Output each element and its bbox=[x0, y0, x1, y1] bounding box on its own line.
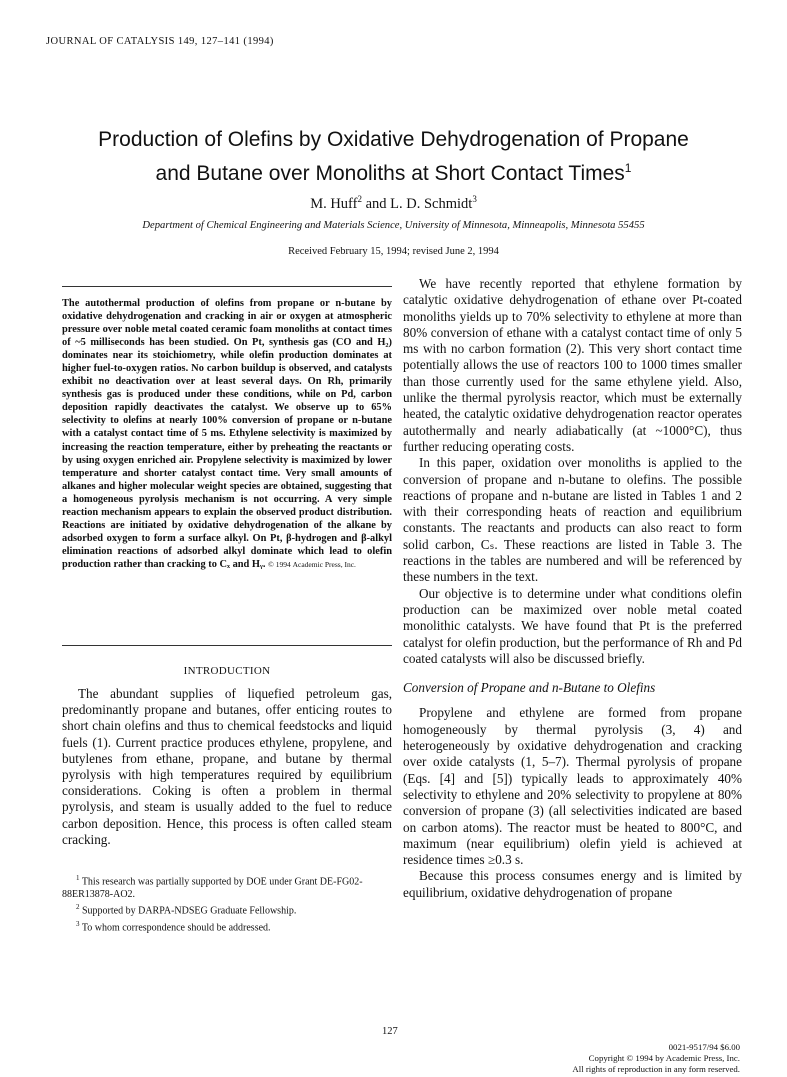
author-schmidt: L. D. Schmidt bbox=[390, 195, 473, 212]
abstract-copyright: © 1994 Academic Press, Inc. bbox=[268, 559, 356, 569]
title-line-1: Production of Olefins by Oxidative Dehydrogenation of Propane bbox=[98, 128, 689, 151]
copyright-block bbox=[500, 1042, 740, 1075]
right-column bbox=[403, 276, 742, 901]
footnote-1-text: This research was partially supported by DOE under Grant DE-FG02-88ER13878-AO2. bbox=[62, 876, 363, 901]
footnote-3-text: To whom correspondence should be addressed. bbox=[81, 921, 271, 933]
footnote-1-mark: 1 bbox=[76, 874, 80, 882]
affiliation: Department of Chemical Engineering and Materials Science, University of Minnesota, Minneapolis, Minnesota 55455 bbox=[142, 220, 645, 231]
footnotes bbox=[62, 872, 392, 934]
footnote-2-text: Supported by DARPA-NDSEG Graduate Fellowship. bbox=[82, 905, 297, 917]
abstract bbox=[62, 297, 392, 571]
right-paragraph-3: Our objective is to determine under what conditions olefin production can be maximized over noble metal coated monolithic catalysts. We have found that Pt is the preferred catalyst for olefin production, but the performance of Rh and Pd coated catalysts will also be discussed briefly. bbox=[403, 585, 742, 666]
journal-citation: JOURNAL OF CATALYSIS 149, 127–141 (1994) bbox=[46, 36, 274, 47]
footnote-2 bbox=[62, 901, 392, 917]
subsection-heading: Conversion of Propane and n-Butane to Olefins bbox=[403, 680, 656, 696]
introduction-body bbox=[62, 686, 392, 848]
received-dates: Received February 15, 1994; revised June 2, 1994 bbox=[288, 246, 499, 257]
intro-paragraph: The abundant supplies of liquefied petroleum gas, predominantly propane and butanes, offer enticing routes to short chain olefins and thus to chemical feedstocks and liquid fuels (1). Current practice produces ethylene, propylene, and butylenes from ethane, propane, and butane by thermal pyrolysis with high temperatures required by equilibrium considerations. Coking is often a problem in thermal pyrolysis, and steam is usually added to the fuel to reduce carbon deposition. Hence, this process is often called steam cracking. bbox=[62, 686, 392, 847]
copyright-line-3: All rights of reproduction in any form reserved. bbox=[572, 1064, 740, 1074]
right-paragraph-1: We have recently reported that ethylene formation by catalytic oxidative dehydrogenation of ethane over Pt-coated monoliths yields up to 70% selectivity to ethylene at more than 80% conversion of ethane with a catalyst contact time of only 5 ms with no carbon formation (2). This very short contact time potentially allows the use of reactors 100 to 1000 times smaller than those currently used for the same ethylene yield. Also, unlike the thermal pyrolysis reactor, which must be externally heated, the catalytic oxidative dehydrogenation reactor operates autothermally and nearly adiabatically (at ~1000°C), thus further reducing operating costs. bbox=[403, 276, 742, 454]
copyright-line-2: Copyright © 1994 by Academic Press, Inc. bbox=[588, 1053, 740, 1063]
footnote-1 bbox=[62, 872, 392, 901]
page-number: 127 bbox=[382, 1026, 398, 1037]
author-conjunction: and bbox=[361, 195, 391, 212]
abstract-bottom-rule bbox=[62, 645, 392, 646]
title-footnote-mark: 1 bbox=[624, 161, 632, 175]
right-paragraph-2: In this paper, oxidation over monoliths is applied to the conversion of propane and n-butane to olefins. The possible reactions of propane and n-butane are listed in Tables 1 and 2 with their corresponding heats of reaction and equilibrium constants. The reactants and products can also react to form solid carbon, Cₛ. These reactions are listed in Table 3. The reactions in the tables are numbered and will be referenced by these numbers in the text. bbox=[403, 455, 742, 585]
section-heading-introduction: INTRODUCTION bbox=[183, 665, 271, 677]
abstract-text: The autothermal production of olefins from propane or n-butane by oxidative dehydrogenation and cracking in air or oxygen at atmospheric pressure over noble metal coated ceramic foam monoliths at contact times of ~5 milliseconds has been studied. On Pt, synthesis gas (CO and H₂) dominates near its stoichiometry, while olefin production dominates at higher fuel-to-oxygen ratios. No carbon buildup is observed, and catalysts exhibit no deactivation over at least several days. On Rh, primarily synthesis gas is produced under these conditions, while on Pd, carbon deposition rapidly deactivates the catalyst. We observe up to 65% selectivity to olefins at nearly 100% conversion of propane or n-butane with a catalyst contact time of 5 ms. Ethylene selectivity is maximized by increasing the reaction temperature, either by preheating the reactants or by using oxygen enriched air. Propylene selectivity is maximized by lower temperature and shorter catalyst contact time. Very small amounts of alkanes and higher molecular weight species are obtained, suggesting that a homogeneous pyrolysis mechanism is not occurring. A very simple reaction mechanism appears to explain the observed product distribution. Reactions are initiated by oxidative dehydrogenation of the alkane by adsorbed oxygen to form a surface alkyl. On Pt, β-hydrogen and β-alkyl elimination reactions of adsorbed alkyl dominate which lead to olefin production rather than cracking to Cₓ and Hᵧ. bbox=[62, 298, 392, 570]
footnote-3-mark: 3 bbox=[76, 919, 80, 928]
article-title bbox=[40, 126, 747, 188]
footnote-3 bbox=[62, 918, 392, 934]
copyright-line-1: 0021-9517/94 $6.00 bbox=[668, 1042, 740, 1052]
right-paragraph-5: Because this process consumes energy and is limited by equilibrium, oxidative dehydrogenation of propane bbox=[403, 868, 742, 900]
author-huff: M. Huff bbox=[310, 195, 358, 212]
title-line-2: and Butane over Monoliths at Short Contact Times bbox=[155, 162, 625, 185]
abstract-top-rule bbox=[62, 286, 392, 287]
author-schmidt-mark: 3 bbox=[472, 194, 477, 204]
author-huff-mark: 2 bbox=[357, 194, 362, 204]
right-paragraph-4: Propylene and ethylene are formed from propane homogeneously by thermal pyrolysis (3, 4) and heterogeneously by oxidative dehydrogenation and cracking over oxide catalysts (1, 5–7). Thermal pyrolysis of propane (Eqs. [4] and [5]) typically leads to approximately 40% selectivity to ethylene and 20% selectivity to propylene at 80% conversion of propane (3) (all selectivities indicated are based on carbon atoms). The reactor must be heated to 800°C, and maximum (near equilibrium) olefin yield is achieved at residence times ≥0.3 s. bbox=[403, 705, 742, 868]
author-list bbox=[40, 194, 747, 213]
footnote-2-mark: 2 bbox=[76, 903, 80, 912]
